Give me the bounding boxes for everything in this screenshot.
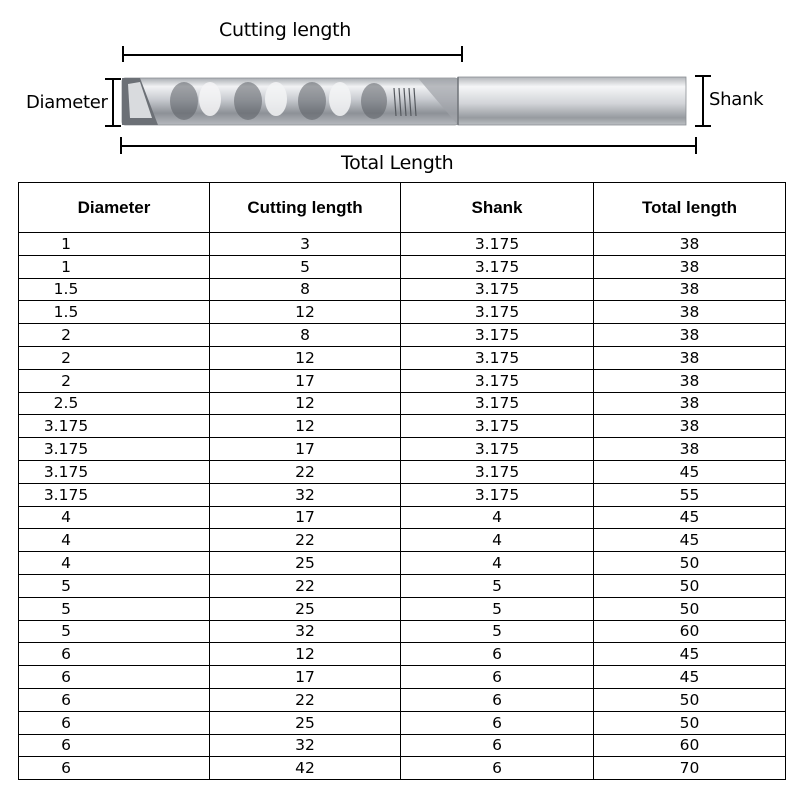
cell-shank: 3.175 <box>401 233 594 256</box>
cell-shank: 3.175 <box>401 392 594 415</box>
shank-tick-top <box>695 75 711 77</box>
cell-shank: 6 <box>401 688 594 711</box>
header-diameter: Diameter <box>19 183 210 233</box>
total-length-line <box>120 145 697 147</box>
cutting-length-tick-right <box>461 46 463 62</box>
cell-diameter <box>19 369 210 392</box>
cell-diameter <box>19 301 210 324</box>
cell-diameter-value: 5 <box>61 622 71 641</box>
cell-diameter <box>19 278 210 301</box>
cell-total-length: 38 <box>594 369 786 392</box>
total-length-tick-left <box>120 137 122 154</box>
cell-shank: 3.175 <box>401 483 594 506</box>
cell-total-length: 55 <box>594 483 786 506</box>
cell-total-length: 50 <box>594 552 786 575</box>
cell-diameter-value: 6 <box>61 713 71 732</box>
cell-diameter-value: 6 <box>61 736 71 755</box>
table-row <box>19 666 786 689</box>
header-total-length: Total length <box>594 183 786 233</box>
cell-diameter-value: 3.175 <box>43 485 89 504</box>
table-row <box>19 711 786 734</box>
tool-dimension-diagram <box>0 0 800 182</box>
table-row <box>19 620 786 643</box>
cell-diameter-value: 4 <box>61 531 71 550</box>
cell-shank: 3.175 <box>401 346 594 369</box>
cell-cutting-length: 3 <box>210 233 401 256</box>
table-row <box>19 369 786 392</box>
cell-total-length: 45 <box>594 460 786 483</box>
cell-diameter <box>19 643 210 666</box>
cell-diameter <box>19 506 210 529</box>
cell-cutting-length: 8 <box>210 324 401 347</box>
cell-diameter-value: 6 <box>61 759 71 778</box>
cell-cutting-length: 22 <box>210 688 401 711</box>
cell-diameter-value: 2.5 <box>53 394 79 413</box>
cell-cutting-length: 25 <box>210 597 401 620</box>
cell-diameter <box>19 415 210 438</box>
cell-diameter <box>19 552 210 575</box>
table-row <box>19 255 786 278</box>
table-row <box>19 688 786 711</box>
cell-shank: 5 <box>401 620 594 643</box>
header-cutting-length: Cutting length <box>210 183 401 233</box>
cell-diameter-value: 4 <box>61 508 71 527</box>
cell-total-length: 50 <box>594 597 786 620</box>
cell-diameter <box>19 233 210 256</box>
cell-diameter-value: 6 <box>61 645 71 664</box>
table-row <box>19 460 786 483</box>
cell-shank: 6 <box>401 711 594 734</box>
cell-cutting-length: 12 <box>210 301 401 324</box>
table-row <box>19 324 786 347</box>
cell-total-length: 38 <box>594 233 786 256</box>
cell-cutting-length: 17 <box>210 506 401 529</box>
cell-diameter <box>19 392 210 415</box>
table-row <box>19 552 786 575</box>
table-row <box>19 643 786 666</box>
table-row <box>19 734 786 757</box>
cutting-length-line <box>122 54 463 56</box>
cell-shank: 6 <box>401 643 594 666</box>
cell-cutting-length: 17 <box>210 666 401 689</box>
cell-total-length: 38 <box>594 438 786 461</box>
cell-shank: 3.175 <box>401 278 594 301</box>
table-body <box>19 233 786 780</box>
cell-total-length: 38 <box>594 255 786 278</box>
cell-diameter <box>19 757 210 780</box>
cell-diameter-value: 3.175 <box>43 462 89 481</box>
cell-diameter-value: 5 <box>61 599 71 618</box>
cell-total-length: 38 <box>594 346 786 369</box>
diameter-line <box>112 78 114 127</box>
cell-total-length: 60 <box>594 620 786 643</box>
cell-cutting-length: 12 <box>210 392 401 415</box>
cell-diameter-value: 1.5 <box>53 280 79 299</box>
cell-diameter <box>19 346 210 369</box>
cell-diameter <box>19 666 210 689</box>
cell-shank: 4 <box>401 552 594 575</box>
cell-cutting-length: 8 <box>210 278 401 301</box>
cell-cutting-length: 5 <box>210 255 401 278</box>
shank-line <box>702 75 704 127</box>
cell-total-length: 50 <box>594 574 786 597</box>
table-row <box>19 757 786 780</box>
cell-cutting-length: 17 <box>210 438 401 461</box>
cell-diameter-value: 1.5 <box>53 303 79 322</box>
cell-shank: 4 <box>401 529 594 552</box>
table-row <box>19 301 786 324</box>
cell-cutting-length: 25 <box>210 711 401 734</box>
cell-diameter <box>19 597 210 620</box>
cell-diameter-value: 3.175 <box>43 440 89 459</box>
cell-cutting-length: 22 <box>210 574 401 597</box>
cell-diameter-value: 6 <box>61 690 71 709</box>
cell-diameter <box>19 438 210 461</box>
cell-total-length: 50 <box>594 711 786 734</box>
table-row <box>19 597 786 620</box>
cell-diameter <box>19 324 210 347</box>
cell-diameter-value: 2 <box>61 348 71 367</box>
cell-total-length: 50 <box>594 688 786 711</box>
table-row <box>19 574 786 597</box>
table-row <box>19 346 786 369</box>
cell-total-length: 45 <box>594 506 786 529</box>
cell-diameter <box>19 574 210 597</box>
cell-shank: 3.175 <box>401 415 594 438</box>
cell-total-length: 45 <box>594 666 786 689</box>
cell-total-length: 45 <box>594 643 786 666</box>
shank-tick-bottom <box>695 125 711 127</box>
cell-diameter-value: 1 <box>61 234 71 253</box>
cell-total-length: 70 <box>594 757 786 780</box>
cell-total-length: 38 <box>594 324 786 347</box>
cell-cutting-length: 22 <box>210 529 401 552</box>
cell-cutting-length: 12 <box>210 643 401 666</box>
cell-diameter-value: 1 <box>61 257 71 276</box>
table-header-row <box>19 183 786 233</box>
cell-diameter <box>19 734 210 757</box>
cell-diameter <box>19 620 210 643</box>
shank-label: Shank <box>709 89 764 110</box>
cell-diameter <box>19 688 210 711</box>
cell-shank: 4 <box>401 506 594 529</box>
table-row <box>19 233 786 256</box>
cell-cutting-length: 25 <box>210 552 401 575</box>
cutting-length-tick-left <box>122 46 124 62</box>
cell-shank: 5 <box>401 597 594 620</box>
cell-total-length: 38 <box>594 392 786 415</box>
cell-shank: 3.175 <box>401 460 594 483</box>
total-length-tick-right <box>695 137 697 154</box>
table-row <box>19 529 786 552</box>
cell-diameter-value: 5 <box>61 576 71 595</box>
cell-diameter <box>19 460 210 483</box>
cutting-length-label: Cutting length <box>219 19 351 41</box>
cell-diameter <box>19 529 210 552</box>
specification-table <box>18 182 786 780</box>
cell-total-length: 38 <box>594 278 786 301</box>
cell-diameter <box>19 255 210 278</box>
diameter-label: Diameter <box>26 92 108 113</box>
cell-cutting-length: 22 <box>210 460 401 483</box>
cell-shank: 3.175 <box>401 255 594 278</box>
cell-shank: 3.175 <box>401 369 594 392</box>
cell-diameter-value: 6 <box>61 668 71 687</box>
cell-shank: 6 <box>401 734 594 757</box>
cell-shank: 3.175 <box>401 324 594 347</box>
cell-shank: 3.175 <box>401 438 594 461</box>
cell-cutting-length: 32 <box>210 483 401 506</box>
cell-shank: 5 <box>401 574 594 597</box>
cell-shank: 3.175 <box>401 301 594 324</box>
cell-diameter <box>19 483 210 506</box>
cell-cutting-length: 12 <box>210 346 401 369</box>
cell-cutting-length: 32 <box>210 620 401 643</box>
cell-diameter-value: 3.175 <box>43 417 89 436</box>
cell-shank: 6 <box>401 757 594 780</box>
cell-cutting-length: 32 <box>210 734 401 757</box>
cell-cutting-length: 42 <box>210 757 401 780</box>
cell-cutting-length: 12 <box>210 415 401 438</box>
cell-total-length: 38 <box>594 301 786 324</box>
total-length-label: Total Length <box>341 152 454 174</box>
cell-total-length: 60 <box>594 734 786 757</box>
cell-total-length: 45 <box>594 529 786 552</box>
table-row <box>19 506 786 529</box>
cell-diameter-value: 4 <box>61 554 71 573</box>
cell-shank: 6 <box>401 666 594 689</box>
table-row <box>19 483 786 506</box>
cell-total-length: 38 <box>594 415 786 438</box>
table-row <box>19 392 786 415</box>
cell-cutting-length: 17 <box>210 369 401 392</box>
cell-diameter-value: 2 <box>61 326 71 345</box>
end-mill-illustration <box>118 74 690 128</box>
table-row <box>19 415 786 438</box>
table-row <box>19 278 786 301</box>
table-row <box>19 438 786 461</box>
header-shank: Shank <box>401 183 594 233</box>
cell-diameter <box>19 711 210 734</box>
cell-diameter-value: 2 <box>61 371 71 390</box>
